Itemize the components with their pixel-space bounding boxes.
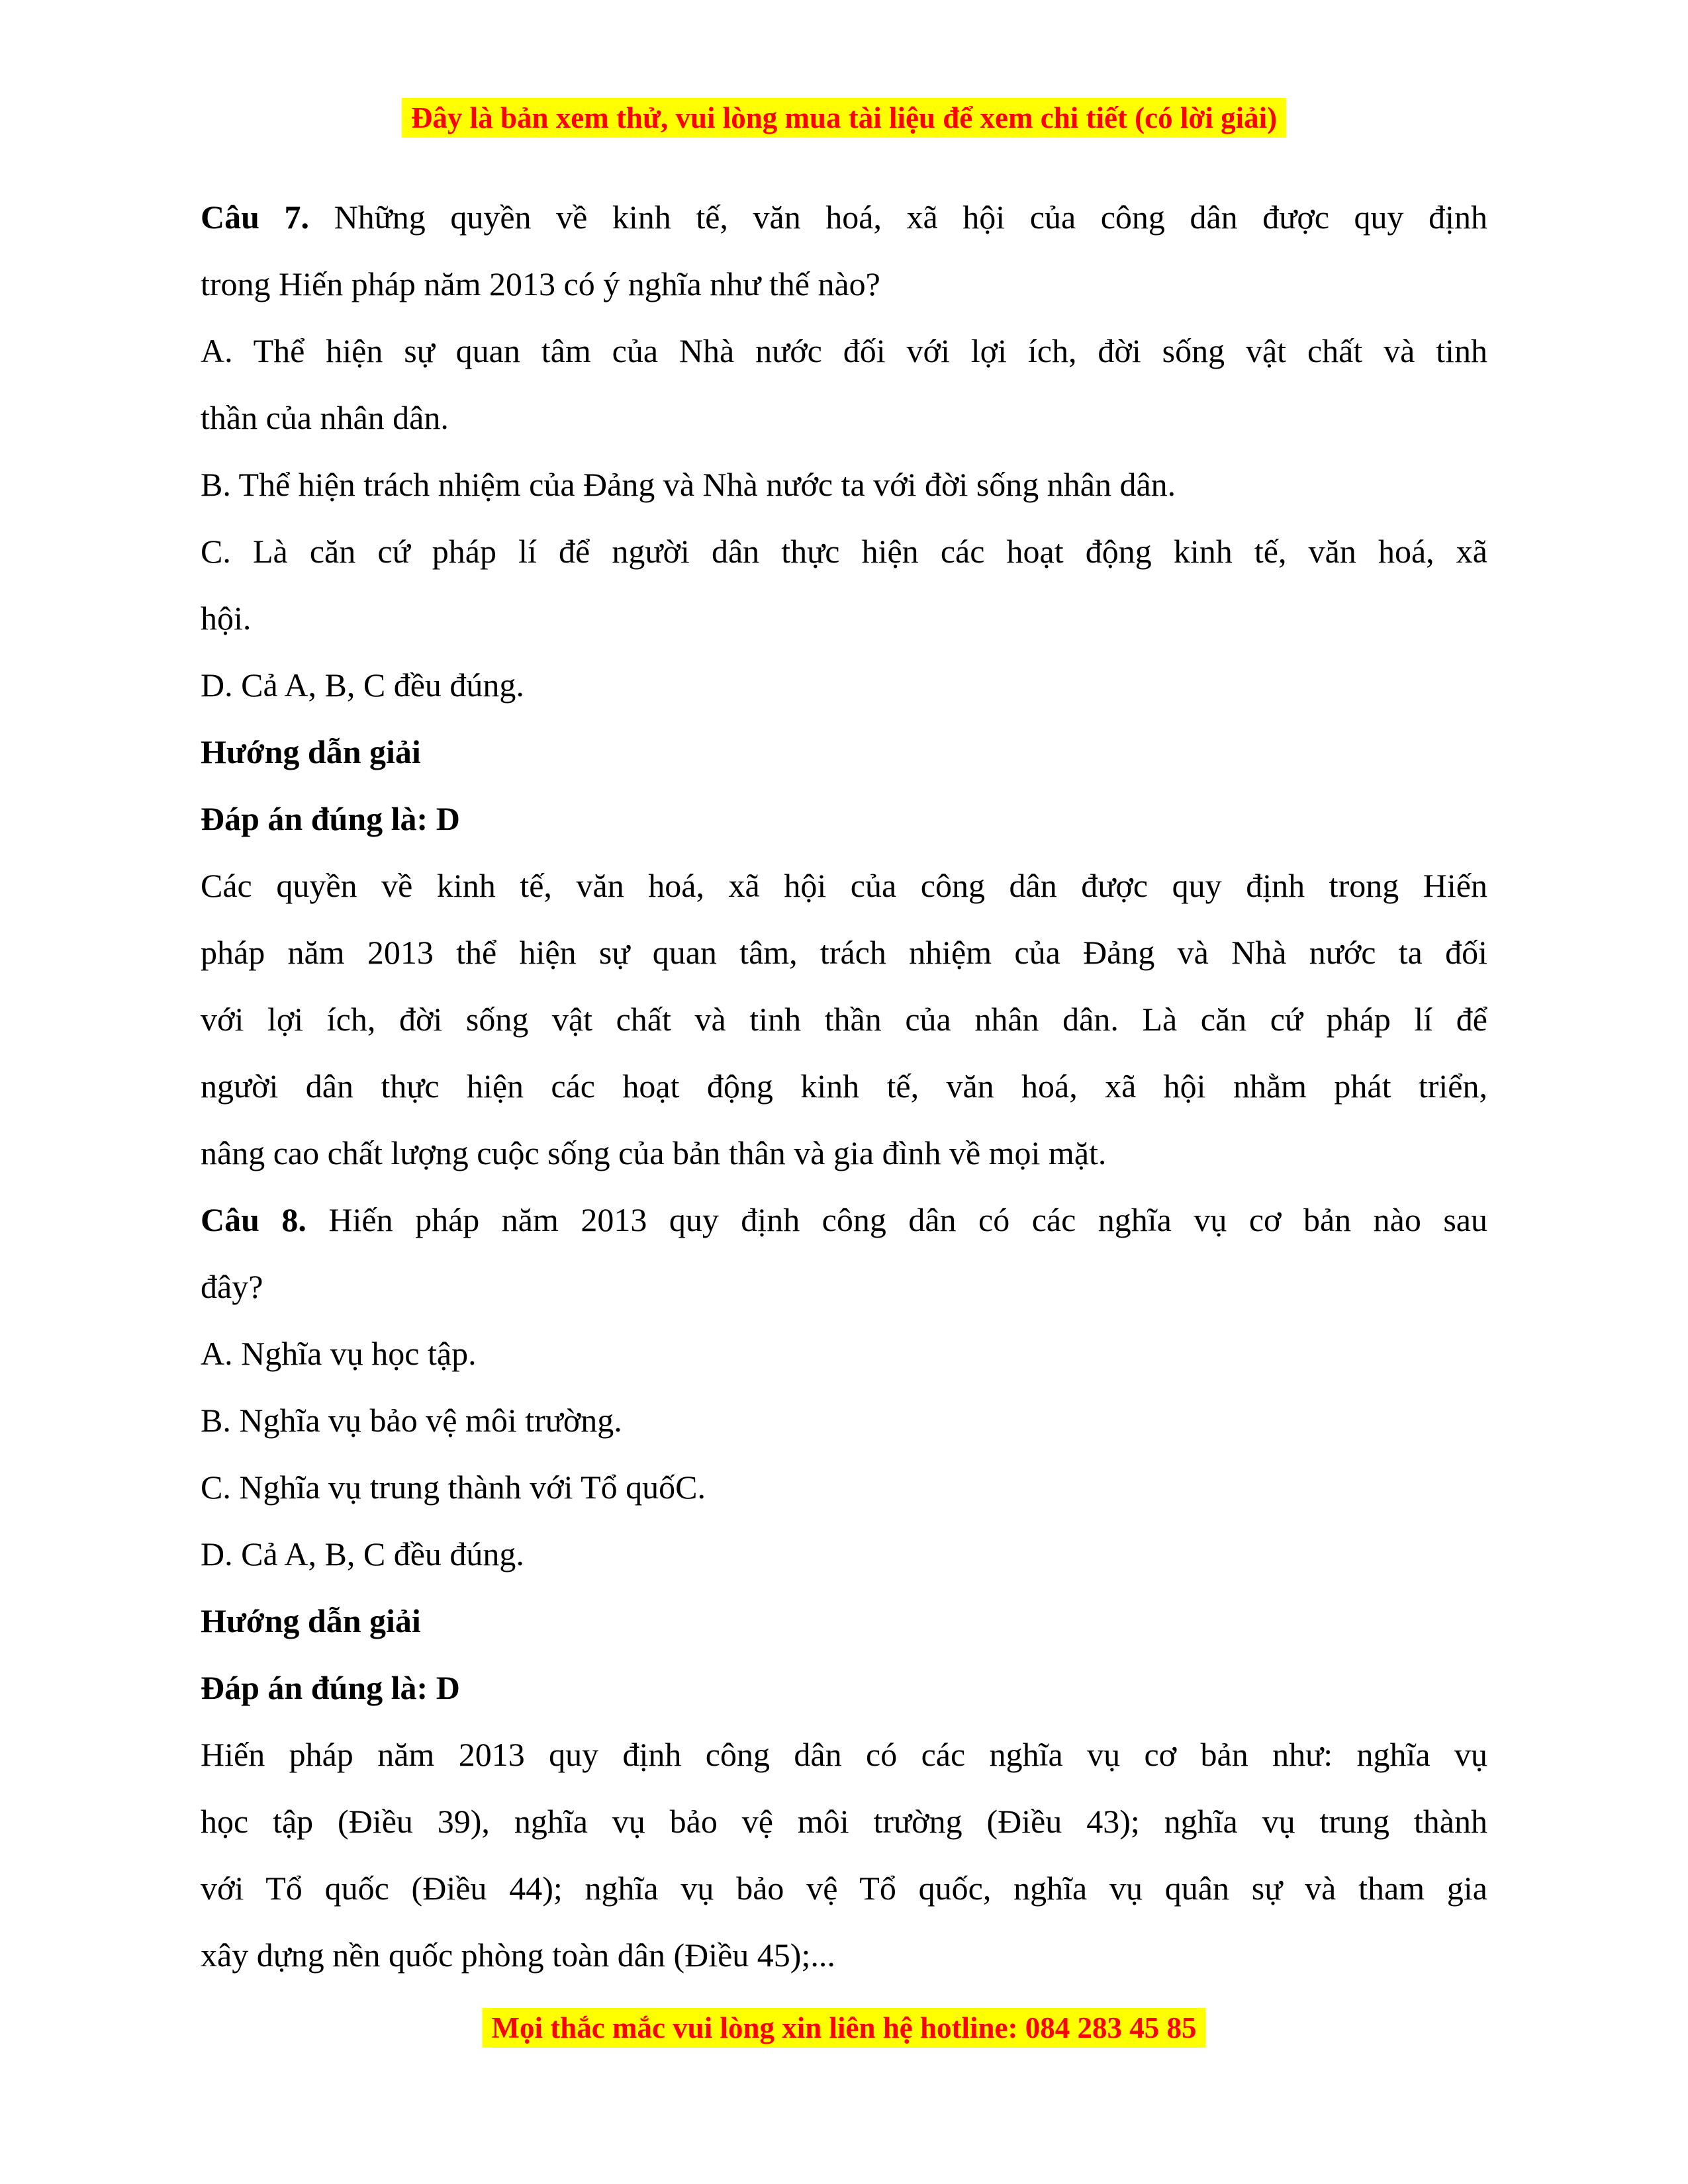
line-text: Hướng dẫn giải [201,733,421,770]
line-text: đây? [201,1268,263,1305]
text-line [201,451,1487,518]
line-text: với Tổ quốc (Điều 44); nghĩa vụ bảo vệ Tổ quốc, nghĩa vụ quân sự và tham gia [201,1870,1487,1907]
text-line [201,852,1487,919]
line-text: Hiến pháp năm 2013 quy định công dân có các nghĩa vụ cơ bản như: nghĩa vụ [201,1736,1487,1773]
text-line [201,1588,1487,1655]
line-text: Đáp án đúng là: D [201,800,460,837]
line-text: B. Nghĩa vụ bảo vệ môi trường. [201,1402,622,1439]
line-text: B. Thể hiện trách nhiệm của Đảng và Nhà nước ta với đời sống nhân dân. [201,466,1176,503]
text-line [201,251,1487,318]
line-text: trong Hiến pháp năm 2013 có ý nghĩa như thế nào? [201,265,880,302]
text-line [201,1454,1487,1521]
line-text: Hướng dẫn giải [201,1602,421,1639]
line-text: Các quyền về kinh tế, văn hoá, xã hội của công dân được quy định trong Hiến [201,867,1487,904]
text-line [201,1655,1487,1721]
question-label: Câu 7. [201,199,309,236]
line-text: hội. [201,600,252,637]
text-line [201,318,1487,385]
text-line [201,1187,1487,1253]
line-text: xây dựng nền quốc phòng toàn dân (Điều 45);... [201,1936,835,1974]
line-text: người dân thực hiện các hoạt động kinh tế, văn hoá, xã hội nhằm phát triển, [201,1068,1487,1105]
line-text: thần của nhân dân. [201,399,449,436]
document-body [201,184,1487,1989]
text-line [201,786,1487,852]
text-line [201,1521,1487,1588]
text-line [201,1320,1487,1387]
text-line [201,1788,1487,1855]
text-line [201,1253,1487,1320]
line-text: D. Cả A, B, C đều đúng. [201,1535,524,1572]
line-text: A. Thể hiện sự quan tâm của Nhà nước đối với lợi ích, đời sống vật chất và tinh [201,332,1487,369]
line-text: Hiến pháp năm 2013 quy định công dân có các nghĩa vụ cơ bản nào sau [306,1201,1487,1238]
preview-notice-banner: Đây là bản xem thử, vui lòng mua tài liệu để xem chi tiết (có lời giải) [402,98,1286,138]
line-text: A. Nghĩa vụ học tập. [201,1335,477,1372]
text-line [201,919,1487,986]
text-line [201,518,1487,585]
text-line [201,184,1487,251]
text-line [201,385,1487,451]
line-text: C. Nghĩa vụ trung thành với Tổ quốC. [201,1469,706,1506]
line-text: Đáp án đúng là: D [201,1669,460,1706]
line-text: học tập (Điều 39), nghĩa vụ bảo vệ môi trường (Điều 43); nghĩa vụ trung thành [201,1803,1487,1840]
line-text: D. Cả A, B, C đều đúng. [201,666,524,704]
text-line [201,585,1487,652]
text-line [201,719,1487,786]
line-text: C. Là căn cứ pháp lí để người dân thực hiện các hoạt động kinh tế, văn hoá, xã [201,533,1487,570]
text-line [201,652,1487,719]
text-line [201,1855,1487,1922]
hotline-banner: Mọi thắc mắc vui lòng xin liên hệ hotline: 084 283 45 85 [482,2008,1205,2048]
text-line [201,1922,1487,1989]
question-label: Câu 8. [201,1201,306,1238]
line-text: Những quyền về kinh tế, văn hoá, xã hội của công dân được quy định [309,199,1487,236]
line-text: pháp năm 2013 thể hiện sự quan tâm, trách nhiệm của Đảng và Nhà nước ta đối [201,934,1487,971]
text-line [201,1721,1487,1788]
line-text: nâng cao chất lượng cuộc sống của bản thân và gia đình về mọi mặt. [201,1134,1107,1171]
text-line [201,1120,1487,1187]
text-line [201,986,1487,1053]
text-line [201,1387,1487,1454]
text-line [201,1053,1487,1120]
line-text: với lợi ích, đời sống vật chất và tinh thần của nhân dân. Là căn cứ pháp lí để [201,1001,1487,1038]
